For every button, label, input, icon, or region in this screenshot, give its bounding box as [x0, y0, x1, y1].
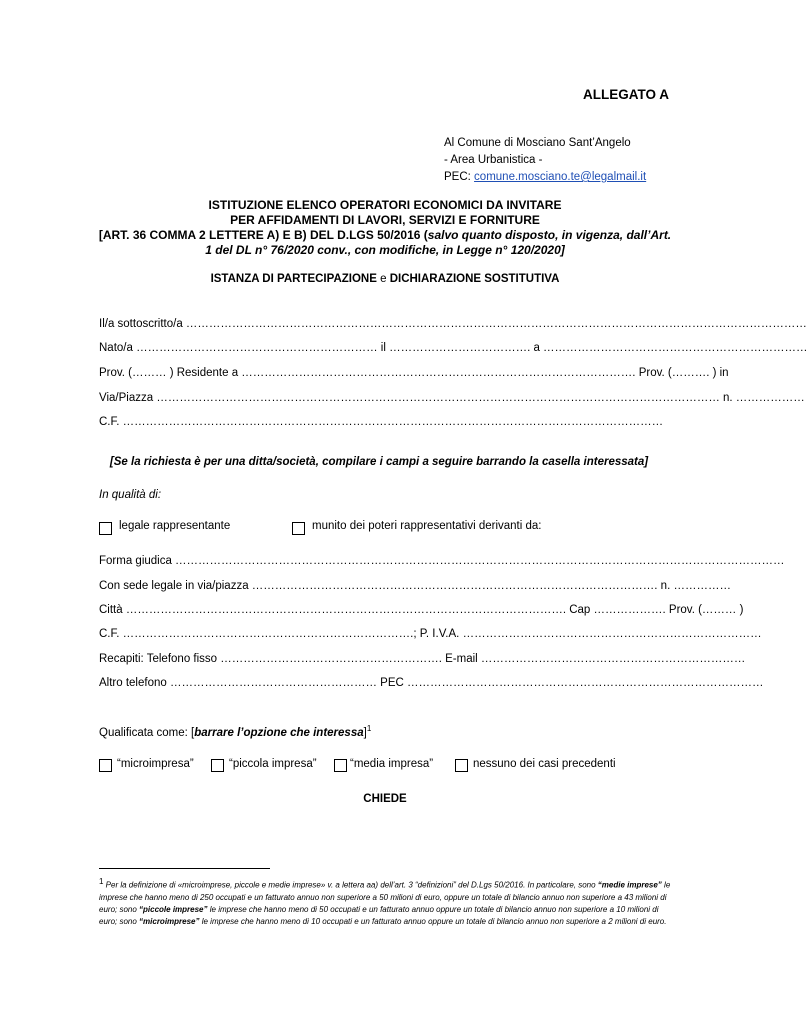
field-residenza[interactable]: Prov. (……… ) Residente a …………………………………………………………………………………………. Prov. (………. ) in — [99, 367, 729, 379]
field-forma-giuridica[interactable]: Forma giudica …………………………………………………………………………………………………………………………………………… — [99, 555, 785, 567]
field-sede-legale[interactable]: Con sede legale in via/piazza ……………………………………………………………………………………………. n. …………… — [99, 580, 731, 592]
qualifica-instruction: barrare l’opzione che interessa — [194, 726, 364, 739]
document-title — [60, 198, 710, 258]
footnote — [99, 876, 675, 928]
label-media-impresa: “media impresa” — [350, 758, 434, 770]
title-line-4-italic: 1 del DL n° 76/2020 conv., con modifiche, in Legge n° 120/2020] — [205, 243, 565, 257]
footnote-text-2: le imprese che hanno meno di 250 occupati e un fatturato annuo non superiore a 50 milioni di euro, oppure un totale di bilancio annuo non superiore a 43 milioni di euro; sono — [99, 880, 671, 914]
field-cf-personale[interactable]: C.F. …………………………………………………………………………………………………………………………… — [99, 416, 664, 428]
footnote-text-4: le imprese che hanno meno di 10 occupati e un fatturato annuo oppure un totale di bilancio annuo non superiore a 2 milioni di euro. — [199, 916, 667, 926]
footnote-piccole-imprese: “piccole imprese” — [139, 904, 208, 914]
checkbox-piccola-impresa[interactable] — [211, 759, 224, 772]
pec-email-link[interactable]: comune.mosciano.te@legalmail.it — [474, 171, 647, 183]
qualifica-close: ] — [363, 726, 367, 739]
allegato-heading: ALLEGATO A — [583, 87, 669, 102]
checkbox-nessuno[interactable] — [455, 759, 468, 772]
field-citta[interactable]: Città ……………………………………………………………………………………………………. Cap ………………. Prov. (……… ) — [99, 604, 744, 616]
footnote-medie-imprese: “medie imprese” — [597, 880, 662, 890]
address-line-comune: Al Comune di Mosciano Sant’Angelo — [444, 137, 631, 149]
footnote-ref[interactable]: 1 — [366, 724, 372, 733]
in-qualita-label: In qualità di: — [99, 489, 162, 501]
label-nessuno: nessuno dei casi precedenti — [473, 758, 616, 770]
qualifica-label: Qualificata come: [ — [99, 726, 195, 739]
subtitle-part-c: DICHIARAZIONE SOSTITUTIVA — [386, 273, 560, 285]
checkbox-legale-rappresentante[interactable] — [99, 522, 112, 535]
pec-label: PEC: — [444, 171, 475, 183]
title-line-2: PER AFFIDAMENTI DI LAVORI, SERVIZI E FORNITURE — [230, 213, 540, 227]
label-legale-rappresentante: legale rappresentante — [119, 520, 231, 532]
footnote-microimprese: “microimprese” — [139, 916, 200, 926]
title-line-3-italic: salvo quanto disposto, in vigenza, dall’Art. — [427, 228, 672, 242]
qualificata-come — [99, 724, 371, 739]
chiede-heading: CHIEDE — [363, 793, 407, 805]
field-sottoscritto[interactable]: Il/a sottoscritto/a ……………………………………………………………………………………………………………………………………………… — [99, 318, 807, 330]
field-nato[interactable]: Nato/a ……………………………………………………… il ………………………………. a …………………………………………………………… — [99, 342, 808, 354]
checkbox-microimpresa[interactable] — [99, 759, 112, 772]
title-line-3-reference: [ART. 36 COMMA 2 LETTERE A) E B) DEL D.LGS 50/2016 ( — [98, 228, 428, 242]
field-recapiti[interactable]: Recapiti: Telefono fisso …………………………………………………. E-mail …………………………………………………………… — [99, 653, 746, 665]
field-cf-piva[interactable]: C.F. ………………………………………………………………….; P. I.V.A. …………………………………………………………………… — [99, 628, 762, 640]
label-microimpresa: “microimpresa” — [117, 758, 194, 770]
field-via[interactable]: Via/Piazza ………………………………………………………………………………………………………………………………… n. ……………… — [99, 392, 805, 404]
title-line-3 — [60, 228, 710, 243]
subtitle-part-a: ISTANZA DI PARTECIPAZIONE — [210, 273, 381, 285]
subtitle-part-b: e — [380, 273, 387, 285]
footnote-number: 1 — [99, 877, 104, 886]
address-line-area: - Area Urbanistica - — [444, 154, 543, 166]
footnote-text-1: Per la definizione di «microimprese, piccole e medie imprese» v. a lettera aa) dell’art. 3 “definizioni” del D.Lgs 50/2016. In particolare, sono — [103, 880, 598, 890]
company-instruction: [Se la richiesta è per una ditta/società, compilare i campi a seguire barrando la casella interessata] — [109, 456, 649, 468]
address-line-pec — [444, 169, 646, 186]
form-subtitle — [60, 273, 710, 285]
title-line-4 — [60, 243, 710, 258]
label-piccola-impresa: “piccola impresa” — [229, 758, 317, 770]
title-line-1: ISTITUZIONE ELENCO OPERATORI ECONOMICI DA INVITARE — [208, 198, 562, 212]
footnote-divider — [99, 868, 270, 869]
footnote-text-3: le imprese che hanno meno di 50 occupati e un fatturato annuo oppure un totale di bilancio annuo non superiore a 10 milioni di euro; sono — [99, 904, 659, 926]
label-munito-poteri: munito dei poteri rappresentativi derivanti da: — [312, 520, 542, 532]
checkbox-media-impresa[interactable] — [334, 759, 347, 772]
checkbox-munito-poteri[interactable] — [292, 522, 305, 535]
field-altro-telefono[interactable]: Altro telefono ……………………………………………… PEC ………………………………………………………………………………… — [99, 677, 764, 689]
